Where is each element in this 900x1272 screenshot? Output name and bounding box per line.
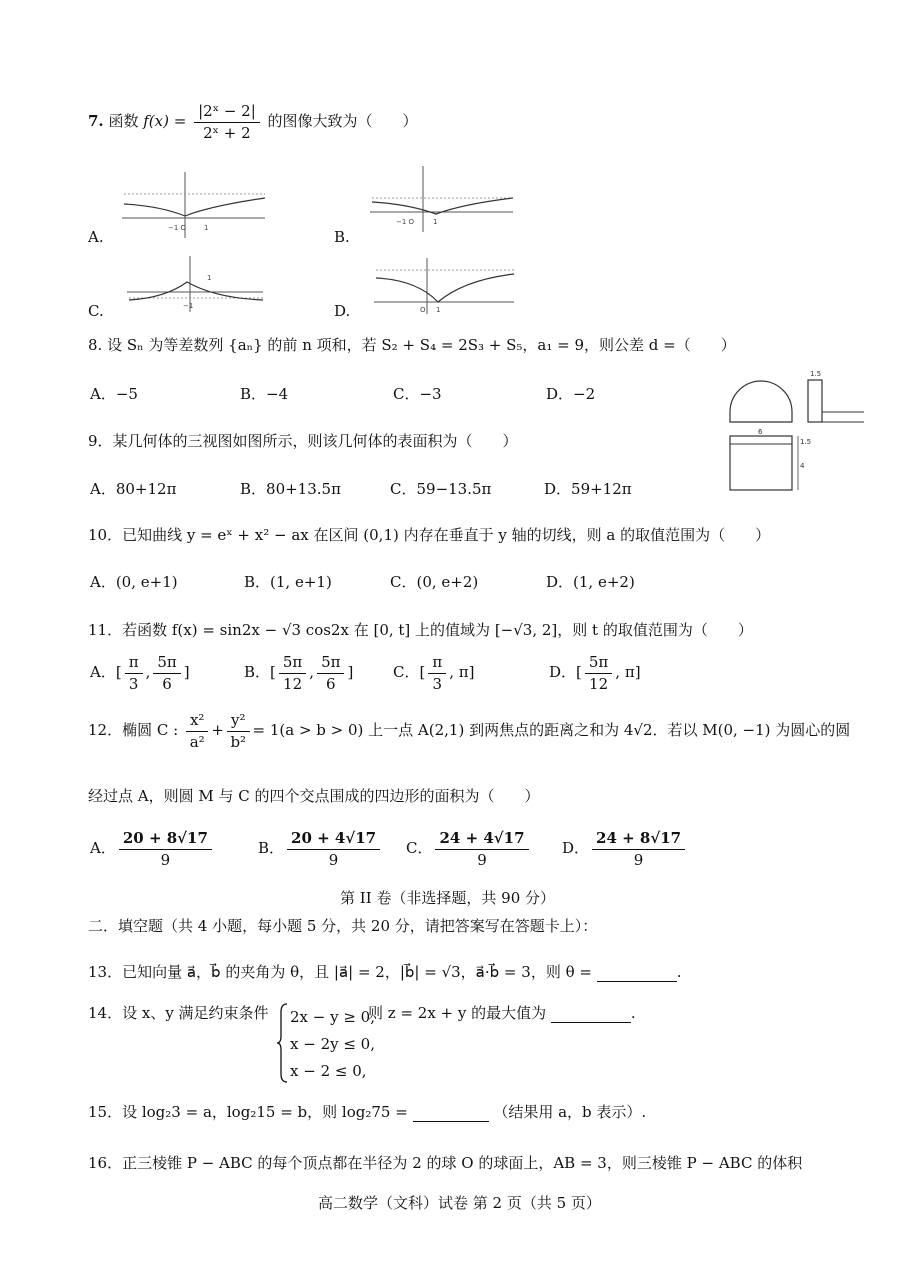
q11-option-b: B．[ $\frac{5\pi}{12}$ , $\frac{5\pi}{6}$ ]	[244, 653, 354, 693]
fig-label-width: 6	[758, 428, 763, 436]
q8-option-c: C．−3	[393, 385, 442, 403]
q15-stem	[88, 1101, 646, 1122]
q12-option-d-label: D．	[562, 839, 590, 857]
q11-a-frac2	[153, 654, 180, 692]
q12-line1: 12．椭圆 C : $\frac{\text{x²}}{\text{a²}}$ + $\frac{\text{y²}}{\text{b²}}$ = 1(a > b > 0) 上一点 A(2,1) 到两焦点的距离之和为 4√2．若以 M(0, −1) 为圆心的圆	[88, 711, 851, 751]
fig-label-height: 4	[800, 462, 805, 470]
q10-option-d: D．(1, e+2)	[546, 573, 635, 591]
q10-option-a: A．(0, e+1)	[90, 573, 178, 591]
q14-brace	[277, 1002, 289, 1084]
q8-option-d: D．−2	[546, 385, 596, 403]
q11-option-d: D．[ $\frac{5\pi}{12}$ , π]	[549, 653, 641, 693]
q9-option-a: A．80+12π	[90, 480, 177, 498]
q12-d-num: 24 + 8√17	[592, 830, 685, 850]
q12-c-den: 9	[477, 850, 487, 869]
q11-b-n2: 5π	[317, 654, 344, 674]
q12-option-d	[562, 830, 688, 868]
q11-b-frac2	[317, 654, 344, 692]
q12-option-c	[406, 830, 532, 868]
q12-c-frac	[435, 830, 528, 868]
q11-d-n1: 5π	[585, 654, 612, 674]
q12-b-den: 9	[328, 850, 339, 869]
q7-graph-d	[372, 256, 517, 316]
q12-b2: b²	[230, 732, 247, 751]
q12-a-num: 20 + 8√17	[119, 830, 212, 850]
q13-answer-blank[interactable]	[597, 965, 677, 982]
svg-text:O: O	[420, 306, 426, 314]
q8-option-a: A．−5	[90, 385, 138, 403]
q15-text-pre: 15．设 log₂3 = a，log₂15 = b，则 log₂75 =	[88, 1103, 408, 1121]
q11-option-a-label: A．	[90, 663, 116, 681]
q11-b-n1: 5π	[279, 654, 306, 674]
q7-graph-c	[125, 252, 265, 314]
q11-c-frac1	[428, 654, 446, 692]
q7-option-a: A.	[88, 228, 104, 246]
q11-a-n2: 5π	[153, 654, 180, 674]
q12-option-a-label: A．	[90, 839, 116, 857]
q12-option-a	[90, 830, 215, 868]
q11-d-d1: 12	[589, 674, 609, 693]
q11-b-d1: 12	[283, 674, 303, 693]
q12-frac-x	[186, 712, 208, 750]
q11-b-frac1	[279, 654, 306, 692]
q15-text-post: （结果用 a，b 表示）.	[493, 1103, 647, 1121]
q7-fraction	[194, 103, 260, 141]
q11-c-d1: 3	[432, 674, 443, 693]
q7-text-pre: 函数	[108, 112, 139, 130]
q14-constraint-2: x − 2y ≤ 0,	[290, 1035, 375, 1053]
fig-label-top: 1.5	[810, 370, 822, 378]
q7-option-d: D.	[334, 302, 351, 320]
svg-text:1: 1	[433, 218, 438, 226]
q12-option-b	[258, 830, 383, 868]
q12-line1-post: = 1(a > b > 0) 上一点 A(2,1) 到两焦点的距离之和为 4√2．若以 M(0, −1) 为圆心的圆	[252, 721, 851, 739]
q9-option-b: B．80+13.5π	[240, 480, 341, 498]
q11-option-c-label: C．	[393, 663, 420, 681]
q12-d-den: 9	[633, 850, 644, 869]
q7-option-b: B.	[334, 228, 350, 246]
q14-period: .	[630, 1004, 636, 1022]
q11-option-c: C．[ $\frac{\pi}{3}$ , π]	[393, 653, 475, 693]
q11-option-a: A．[ $\frac{\pi}{3}$ , $\frac{5\pi}{6}$ ]	[90, 653, 190, 693]
svg-text:−1: −1	[183, 302, 194, 310]
q12-a-frac	[119, 830, 212, 868]
q13-text: 13．已知向量 a⃗，b⃗ 的夹角为 θ，且 |a⃗| = 2，|b⃗| = √3，a⃗·b⃗ = 3，则 θ =	[88, 963, 592, 981]
svg-text:1: 1	[207, 274, 212, 282]
svg-text:1: 1	[204, 224, 209, 232]
q12-option-c-label: C．	[406, 839, 433, 857]
q11-d-frac1	[585, 654, 612, 692]
q16-stem: 16．正三棱锥 P − ABC 的每个顶点都在半径为 2 的球 O 的球面上，AB = 3，则三棱锥 P − ABC 的体积	[88, 1154, 803, 1172]
q12-b-frac	[287, 830, 380, 868]
q9-stem: 9．某几何体的三视图如图所示，则该几何体的表面积为（ ）	[88, 432, 518, 450]
q11-a-d1: 3	[128, 674, 139, 693]
q10-stem: 10．已知曲线 y = eˣ + x² − ax 在区间 (0,1) 内存在垂直于 y 轴的切线，则 a 的取值范围为（ ）	[88, 526, 771, 544]
svg-text:−1 O: −1 O	[396, 218, 415, 226]
three-view-figure	[724, 364, 866, 494]
q11-c-n1: π	[428, 654, 446, 674]
q7-denominator: 2ˣ + 2	[203, 123, 251, 142]
q11-option-b-label: B．	[244, 663, 271, 681]
q13-stem	[88, 961, 682, 982]
q11-option-d-label: D．	[549, 663, 577, 681]
q14-answer-blank[interactable]	[551, 1006, 631, 1023]
q7-number: 7.	[88, 112, 104, 130]
q7-text-post: 的图像大致为（ ）	[267, 112, 418, 130]
q11-c-tail: , π]	[449, 663, 475, 681]
q7-option-c: C.	[88, 302, 104, 320]
q12-b-num: 20 + 4√17	[287, 830, 380, 850]
page-footer: 高二数学（文科）试卷 第 2 页（共 5 页）	[318, 1194, 601, 1212]
q9-option-d: D．59+12π	[544, 480, 632, 498]
q11-a-n1: π	[125, 654, 143, 674]
q10-option-b: B．(1, e+1)	[244, 573, 332, 591]
q11-a-d2: 6	[162, 674, 172, 693]
q12-option-b-label: B．	[258, 839, 285, 857]
fig-label-side: 1.5	[800, 438, 812, 446]
q11-a-frac1	[125, 654, 143, 692]
q7-stem	[88, 103, 418, 141]
q14-constraint-3: x − 2 ≤ 0,	[290, 1062, 367, 1080]
q7-fx: f(x) =	[143, 112, 187, 130]
q14-text-pre: 14．设 x、y 满足约束条件	[88, 1004, 269, 1022]
q11-d-tail: , π]	[615, 663, 641, 681]
q12-line1-pre: 12．椭圆 C :	[88, 721, 179, 739]
q7-numerator: |2ˣ − 2|	[194, 103, 260, 123]
q14-stem	[88, 1002, 269, 1023]
fill-in-header: 二．填空题（共 4 小题，每小题 5 分，共 20 分，请把答案写在答题卡上）：	[88, 917, 598, 935]
q14-constraint-1: 2x − y ≥ 0,	[290, 1008, 375, 1026]
svg-text:1: 1	[436, 306, 441, 314]
q8-stem: 8. 设 Sₙ 为等差数列 {aₙ} 的前 n 项和，若 S₂ + S₄ = 2S₃ + S₅，a₁ = 9，则公差 d =（ ）	[88, 336, 736, 354]
q7-graph-b	[368, 162, 518, 234]
q12-x2: x²	[186, 712, 208, 732]
q7-graph-a	[120, 168, 270, 240]
q12-a2: a²	[189, 732, 205, 751]
q14-stem-post	[368, 1002, 636, 1023]
svg-text:−1 O: −1 O	[168, 224, 187, 232]
q13-period: .	[676, 963, 682, 981]
q11-stem: 11．若函数 f(x) = sin2x − √3 cos2x 在 [0, t] 上的值域为 [−√3, 2]，则 t 的取值范围为（ ）	[88, 621, 753, 639]
q15-answer-blank[interactable]	[413, 1105, 489, 1122]
q9-option-c: C．59−13.5π	[390, 480, 492, 498]
q8-option-b: B．−4	[240, 385, 289, 403]
section2-title: 第 II 卷（非选择题，共 90 分）	[340, 889, 556, 907]
q12-y2: y²	[227, 712, 250, 732]
q11-b-d2: 6	[326, 674, 336, 693]
q12-d-frac	[592, 830, 685, 868]
q10-option-c: C．(0, e+2)	[390, 573, 479, 591]
q12-frac-y	[227, 712, 250, 750]
q14-text-post: 则 z = 2x + y 的最大值为	[368, 1004, 547, 1022]
q12-a-den: 9	[160, 850, 171, 869]
q12-c-num: 24 + 4√17	[435, 830, 528, 850]
q12-line2: 经过点 A，则圆 M 与 C 的四个交点围成的四边形的面积为（ ）	[88, 787, 540, 805]
